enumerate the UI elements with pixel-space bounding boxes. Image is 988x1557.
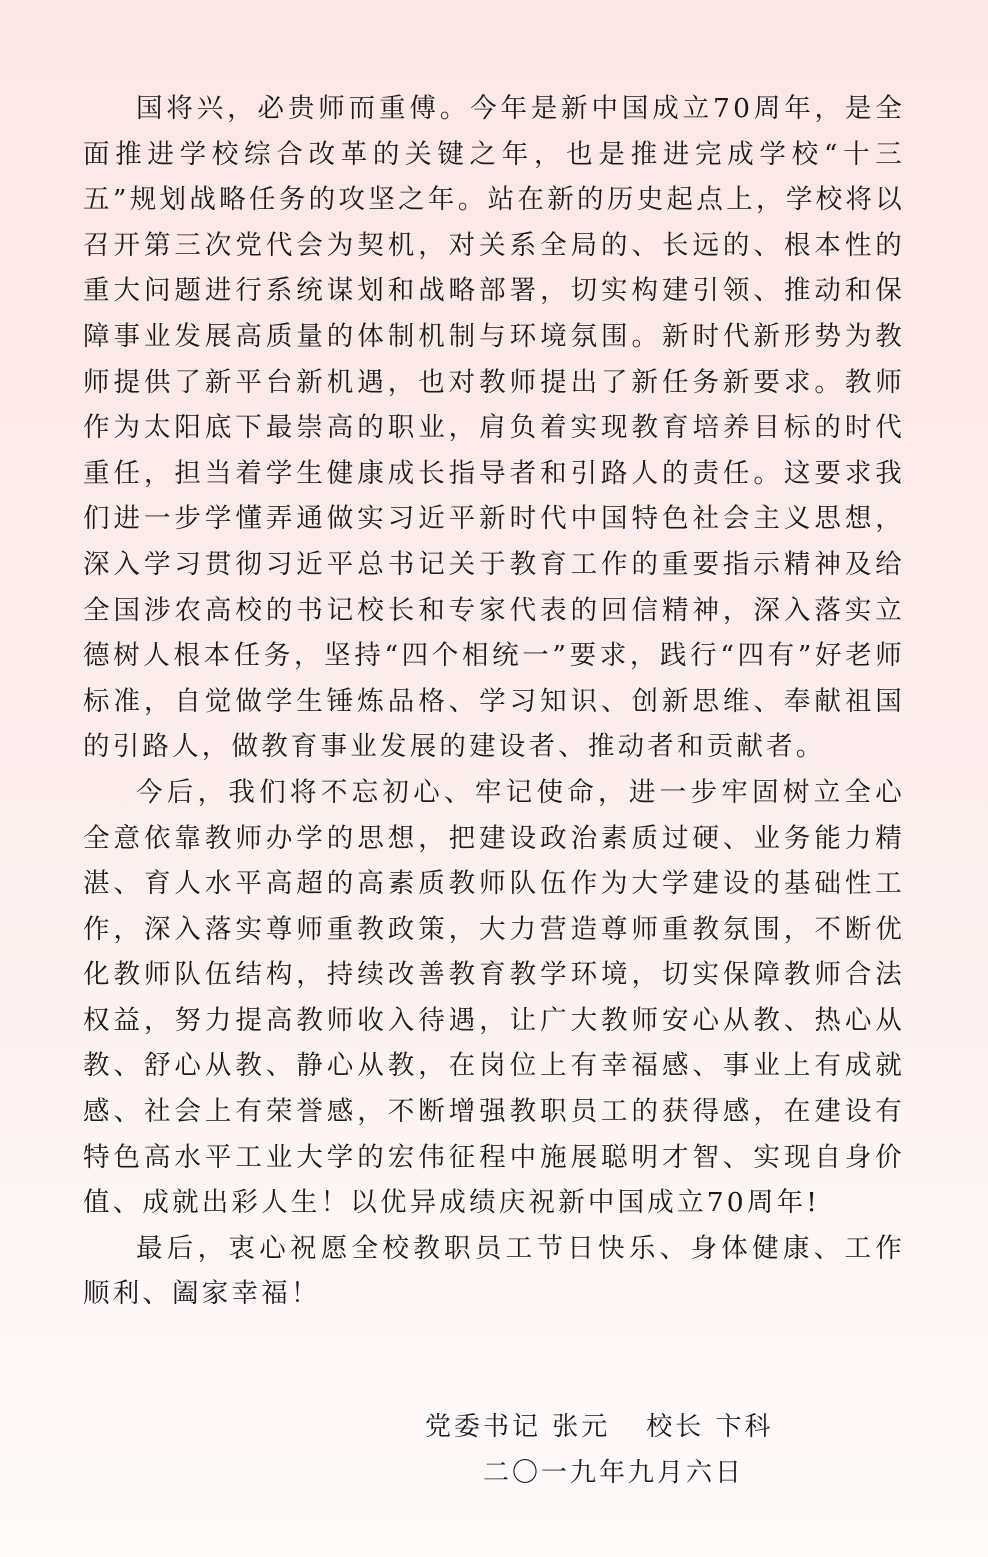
signature-block	[425, 1404, 774, 1496]
letter-body	[83, 86, 905, 1317]
paragraph-2: 今后，我们将不忘初心、牢记使命，进一步牢固树立全心全意依靠教师办学的思想，把建设政治素质过硬、业务能力精湛、育人水平高超的高素质教师队伍作为大学建设的基础性工作，深入落实尊师重教政策，大力营造尊师重教氛围，不断优化教师队伍结构，持续改善教育教学环境，切实保障教师合法权益，努力提高教师收入待遇，让广大教师安心从教、热心从教、舒心从教、静心从教，在岗位上有幸福感、事业上有成就感、社会上有荣誉感，不断增强教职员工的获得感，在建设有特色高水平工业大学的宏伟征程中施展聪明才智、实现自身价值、成就出彩人生！以优异成绩庆祝新中国成立70周年!	[83, 776, 905, 1219]
paragraph-1: 国将兴，必贵师而重傅。今年是新中国成立70周年，是全面推进学校综合改革的关键之年，也是推进完成学校“十三五”规划战略任务的攻坚之年。站在新的历史起点上，学校将以召开第三次党代会为契机，对关系全局的、长远的、根本性的重大问题进行系统谋划和战略部署，切实构建引领、推动和保障事业发展高质量的体制机制与环境氛围。新时代新形势为教师提供了新平台新机遇，也对教师提出了新任务新要求。教师作为太阳底下最崇高的职业，肩负着实现教育培养目标的时代重任，担当着学生健康成长指导者和引路人的责任。这要求我们进一步学懂弄通做实习近平新时代中国特色社会主义思想，深入学习贯彻习近平总书记关于教育工作的重要指示精神及给全国涉农高校的书记校长和专家代表的回信精神，深入落实立德树人根本任务，坚持“四个相统一”要求，践行“四有”好老师标准，自觉做学生锤炼品格、学习知识、创新思维、奉献祖国的引路人，做教育事业发展的建设者、推动者和贡献者。	[83, 93, 905, 763]
paragraph-3: 最后，衷心祝愿全校教职员工节日快乐、身体健康、工作顺利、阖家幸福！	[83, 1232, 905, 1310]
president-signature: 校长 卞科	[646, 1412, 774, 1442]
signature-date: 二〇一九年九月六日	[483, 1458, 745, 1488]
party-secretary-signature: 党委书记 张元	[425, 1412, 611, 1442]
signatories	[425, 1404, 774, 1450]
